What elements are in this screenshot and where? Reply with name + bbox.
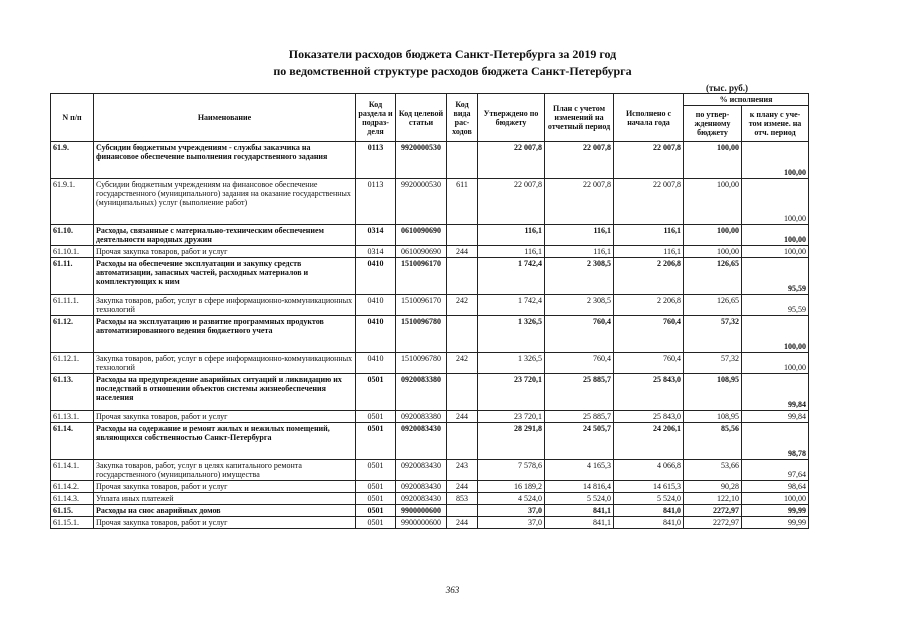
table-row: [51, 179, 809, 225]
row-name: Прочая закупка товаров, работ и услуг: [94, 481, 356, 493]
row-executed: 760,4: [614, 316, 684, 353]
row-num: 61.14.1.: [51, 460, 94, 481]
row-pct-approved: 100,00: [684, 179, 742, 225]
row-pct-approved: 108,95: [684, 411, 742, 423]
row-target: 0920083430: [396, 423, 447, 460]
row-num: 61.15.: [51, 505, 94, 517]
row-num: 61.14.2.: [51, 481, 94, 493]
row-type: 611: [447, 179, 478, 225]
row-target: 9920000530: [396, 179, 447, 225]
row-type: [447, 374, 478, 411]
row-num: 61.15.1.: [51, 517, 94, 529]
header-num: N п/п: [51, 94, 94, 142]
row-type: [447, 142, 478, 179]
row-section: 0314: [356, 225, 396, 246]
row-num: 61.11.: [51, 258, 94, 295]
row-pct-approved: 2272,97: [684, 505, 742, 517]
row-pct-plan: 100,00: [742, 225, 809, 246]
row-name: Расходы на снос аварийных домов: [94, 505, 356, 517]
row-executed: 22 007,8: [614, 142, 684, 179]
row-type: 243: [447, 460, 478, 481]
header-plan: План с учетом изменений на отчетный период: [545, 94, 614, 142]
row-section: 0501: [356, 517, 396, 529]
row-section: 0113: [356, 142, 396, 179]
row-target: 9900000600: [396, 505, 447, 517]
table-row: [51, 411, 809, 423]
row-pct-approved: 100,00: [684, 246, 742, 258]
row-executed: 760,4: [614, 353, 684, 374]
row-target: 0920083430: [396, 493, 447, 505]
row-section: 0501: [356, 423, 396, 460]
table-row: [51, 353, 809, 374]
row-pct-approved: 122,10: [684, 493, 742, 505]
title-line-1: Показатели расходов бюджета Санкт-Петербурга за 2019 год: [288, 47, 617, 61]
table-row: [51, 517, 809, 529]
row-approved: 23 720,1: [478, 411, 545, 423]
row-approved: 22 007,8: [478, 179, 545, 225]
row-approved: 16 189,2: [478, 481, 545, 493]
row-type: [447, 505, 478, 517]
row-name: Прочая закупка товаров, работ и услуг: [94, 246, 356, 258]
row-approved: 1 326,5: [478, 316, 545, 353]
row-pct-approved: 53,66: [684, 460, 742, 481]
row-section: 0410: [356, 316, 396, 353]
row-section: 0410: [356, 258, 396, 295]
row-executed: 116,1: [614, 225, 684, 246]
header-name: Наименование: [94, 94, 356, 142]
row-executed: 22 007,8: [614, 179, 684, 225]
row-type: 244: [447, 246, 478, 258]
row-section: 0501: [356, 374, 396, 411]
page-number: 363: [445, 585, 460, 595]
header-target: Код целевой статьи: [396, 94, 447, 142]
row-executed: 116,1: [614, 246, 684, 258]
row-plan: 22 007,8: [545, 142, 614, 179]
table-row: [51, 374, 809, 411]
row-type: 853: [447, 493, 478, 505]
table-row: [51, 316, 809, 353]
row-num: 61.10.: [51, 225, 94, 246]
row-section: 0501: [356, 493, 396, 505]
row-approved: 1 742,4: [478, 258, 545, 295]
document-title: [0, 46, 905, 80]
row-approved: 28 291,8: [478, 423, 545, 460]
row-executed: 2 206,8: [614, 258, 684, 295]
row-executed: 24 206,1: [614, 423, 684, 460]
row-approved: 4 524,0: [478, 493, 545, 505]
row-name: Расходы на содержание и ремонт жилых и нежилых помещений, являющихся собственностью Санкт-Петербурга: [94, 423, 356, 460]
row-name: Расходы на обеспечение эксплуатации и закупку средств автоматизации, запасных частей, расходных материалов и комплектующих к ним: [94, 258, 356, 295]
table-row: [51, 423, 809, 460]
table-row: [51, 505, 809, 517]
row-type: [447, 316, 478, 353]
row-pct-plan: 100,00: [742, 493, 809, 505]
table-row: [51, 246, 809, 258]
row-num: 61.11.1.: [51, 295, 94, 316]
row-executed: 25 843,0: [614, 411, 684, 423]
title-line-2: по ведомственной структуре расходов бюджета Санкт-Петербурга: [273, 64, 632, 78]
row-pct-plan: 98,64: [742, 481, 809, 493]
row-pct-plan: 99,84: [742, 374, 809, 411]
row-section: 0410: [356, 353, 396, 374]
row-num: 61.13.: [51, 374, 94, 411]
row-plan: 116,1: [545, 225, 614, 246]
row-section: 0501: [356, 460, 396, 481]
row-plan: 2 308,5: [545, 295, 614, 316]
row-pct-plan: 99,99: [742, 505, 809, 517]
row-section: 0314: [356, 246, 396, 258]
header-pct-plan: к плану с уче-том измене. на отч. период: [742, 106, 809, 142]
row-section: 0410: [356, 295, 396, 316]
row-name: Расходы на предупреждение аварийных ситуаций и ликвидацию их последствий в отношении объектов системы жизнеобеспечения населения: [94, 374, 356, 411]
row-section: 0501: [356, 505, 396, 517]
row-pct-plan: 95,59: [742, 295, 809, 316]
row-num: 61.9.: [51, 142, 94, 179]
row-target: 0610090690: [396, 225, 447, 246]
row-name: Субсидии бюджетным учреждениям - службы заказчика на финансовое обеспечение выполнения государственного задания: [94, 142, 356, 179]
row-executed: 841,0: [614, 505, 684, 517]
row-pct-approved: 57,32: [684, 316, 742, 353]
row-type: 244: [447, 517, 478, 529]
row-num: 61.14.: [51, 423, 94, 460]
table-row: [51, 295, 809, 316]
header-pct-approved: по утвер-жденному бюджету: [684, 106, 742, 142]
row-num: 61.12.1.: [51, 353, 94, 374]
row-name: Прочая закупка товаров, работ и услуг: [94, 517, 356, 529]
table-row: [51, 258, 809, 295]
row-pct-approved: 126,65: [684, 258, 742, 295]
table-row: [51, 460, 809, 481]
row-pct-plan: 100,00: [742, 316, 809, 353]
row-plan: 760,4: [545, 316, 614, 353]
row-plan: 2 308,5: [545, 258, 614, 295]
row-pct-approved: 126,65: [684, 295, 742, 316]
row-pct-plan: 95,59: [742, 258, 809, 295]
row-name: Закупка товаров, работ, услуг в целях капитального ремонта государственного (муниципального) имущества: [94, 460, 356, 481]
header-type: Код вида рас-ходов: [447, 94, 478, 142]
row-plan: 116,1: [545, 246, 614, 258]
row-num: 61.10.1.: [51, 246, 94, 258]
row-plan: 14 816,4: [545, 481, 614, 493]
budget-table: [50, 93, 809, 529]
row-plan: 4 165,3: [545, 460, 614, 481]
row-type: [447, 258, 478, 295]
table-row: [51, 142, 809, 179]
row-type: 242: [447, 295, 478, 316]
header-pct-group: % исполнения: [684, 94, 809, 106]
row-plan: 24 505,7: [545, 423, 614, 460]
units-label: (тыс. руб.): [706, 83, 748, 93]
row-num: 61.14.3.: [51, 493, 94, 505]
row-pct-plan: 99,99: [742, 517, 809, 529]
row-name: Расходы на эксплуатацию и развитие программных продуктов автоматизированного ведения бюджетного учета: [94, 316, 356, 353]
row-executed: 25 843,0: [614, 374, 684, 411]
row-approved: 1 326,5: [478, 353, 545, 374]
row-approved: 116,1: [478, 225, 545, 246]
row-target: 1510096170: [396, 258, 447, 295]
row-type: [447, 225, 478, 246]
row-approved: 37,0: [478, 505, 545, 517]
row-pct-approved: 100,00: [684, 142, 742, 179]
row-type: 244: [447, 411, 478, 423]
table-row: [51, 493, 809, 505]
row-approved: 37,0: [478, 517, 545, 529]
row-pct-plan: 97,64: [742, 460, 809, 481]
row-pct-approved: 85,56: [684, 423, 742, 460]
row-plan: 841,1: [545, 517, 614, 529]
row-pct-plan: 100,00: [742, 179, 809, 225]
row-name: Прочая закупка товаров, работ и услуг: [94, 411, 356, 423]
row-approved: 22 007,8: [478, 142, 545, 179]
row-executed: 14 615,3: [614, 481, 684, 493]
table-row: [51, 481, 809, 493]
row-executed: 2 206,8: [614, 295, 684, 316]
header-section: Код раздела и подраз-деля: [356, 94, 396, 142]
row-section: 0113: [356, 179, 396, 225]
row-plan: 5 524,0: [545, 493, 614, 505]
row-approved: 116,1: [478, 246, 545, 258]
header-executed: Исполнено с начала года: [614, 94, 684, 142]
row-pct-approved: 100,00: [684, 225, 742, 246]
row-target: 0920083430: [396, 460, 447, 481]
row-section: 0501: [356, 481, 396, 493]
row-target: 1510096780: [396, 353, 447, 374]
row-pct-plan: 100,00: [742, 142, 809, 179]
row-target: 1510096780: [396, 316, 447, 353]
row-pct-plan: 98,78: [742, 423, 809, 460]
row-plan: 760,4: [545, 353, 614, 374]
row-name: Уплата иных платежей: [94, 493, 356, 505]
row-pct-approved: 57,32: [684, 353, 742, 374]
row-executed: 4 066,8: [614, 460, 684, 481]
row-target: 9900000600: [396, 517, 447, 529]
row-num: 61.9.1.: [51, 179, 94, 225]
row-target: 0610090690: [396, 246, 447, 258]
row-target: 1510096170: [396, 295, 447, 316]
row-target: 0920083380: [396, 411, 447, 423]
header-approved: Утверждено по бюджету: [478, 94, 545, 142]
row-plan: 841,1: [545, 505, 614, 517]
row-section: 0501: [356, 411, 396, 423]
row-plan: 25 885,7: [545, 411, 614, 423]
row-name: Закупка товаров, работ, услуг в сфере информационно-коммуникационных технологий: [94, 353, 356, 374]
row-plan: 25 885,7: [545, 374, 614, 411]
row-name: Закупка товаров, работ, услуг в сфере информационно-коммуникационных технологий: [94, 295, 356, 316]
row-pct-plan: 100,00: [742, 353, 809, 374]
row-pct-approved: 2272,97: [684, 517, 742, 529]
row-approved: 1 742,4: [478, 295, 545, 316]
table-row: [51, 225, 809, 246]
row-num: 61.12.: [51, 316, 94, 353]
row-type: [447, 423, 478, 460]
row-approved: 23 720,1: [478, 374, 545, 411]
row-name: Субсидии бюджетным учреждениям на финансовое обеспечение государственного (муниципального) задания на оказание государственных (муниципальных) услуг (выполнение работ): [94, 179, 356, 225]
row-pct-plan: 100,00: [742, 246, 809, 258]
row-type: 242: [447, 353, 478, 374]
row-name: Расходы, связанные с материально-техническим обеспечением деятельности народных дружин: [94, 225, 356, 246]
row-target: 0920083380: [396, 374, 447, 411]
row-pct-plan: 99,84: [742, 411, 809, 423]
row-num: 61.13.1.: [51, 411, 94, 423]
row-executed: 5 524,0: [614, 493, 684, 505]
row-target: 0920083430: [396, 481, 447, 493]
row-approved: 7 578,6: [478, 460, 545, 481]
row-type: 244: [447, 481, 478, 493]
row-executed: 841,0: [614, 517, 684, 529]
row-pct-approved: 90,28: [684, 481, 742, 493]
row-target: 9920000530: [396, 142, 447, 179]
row-pct-approved: 108,95: [684, 374, 742, 411]
row-plan: 22 007,8: [545, 179, 614, 225]
